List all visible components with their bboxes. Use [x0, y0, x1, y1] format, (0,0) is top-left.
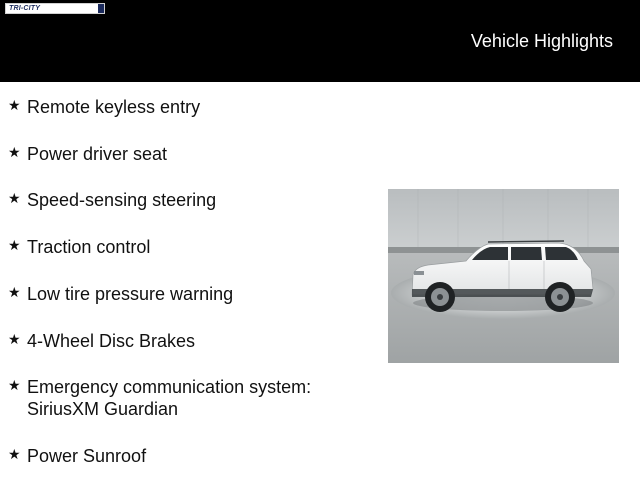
star-icon: ★	[8, 190, 21, 206]
star-icon: ★	[8, 144, 21, 160]
feature-label: Traction control	[27, 237, 151, 257]
feature-item	[8, 96, 200, 118]
star-icon: ★	[8, 284, 21, 300]
feature-item	[8, 330, 195, 352]
feature-item	[8, 376, 347, 420]
vehicle-photo	[388, 189, 619, 363]
logo-brand-text: TRI-CITY	[9, 5, 41, 12]
feature-item	[8, 143, 167, 165]
logo-contact-box	[98, 4, 104, 13]
suv-image-icon	[388, 189, 619, 363]
header-banner	[0, 0, 640, 82]
feature-item	[8, 445, 146, 467]
star-icon: ★	[8, 331, 21, 347]
feature-label: Emergency communication system: SiriusXM Guardian	[27, 377, 312, 419]
feature-label: Speed-sensing steering	[27, 190, 217, 210]
feature-label: Power driver seat	[27, 144, 168, 164]
star-icon: ★	[8, 377, 21, 393]
dealer-logo[interactable]	[5, 3, 105, 14]
feature-item	[8, 189, 216, 211]
page-title: Vehicle Highlights	[470, 31, 613, 51]
feature-item	[8, 283, 233, 305]
star-icon: ★	[8, 446, 21, 462]
feature-label: Low tire pressure warning	[27, 284, 234, 304]
feature-label: Power Sunroof	[27, 446, 147, 466]
feature-item	[8, 236, 150, 258]
feature-label: 4-Wheel Disc Brakes	[27, 331, 196, 351]
star-icon: ★	[8, 237, 21, 253]
feature-label: Remote keyless entry	[27, 97, 201, 117]
star-icon: ★	[8, 97, 21, 113]
